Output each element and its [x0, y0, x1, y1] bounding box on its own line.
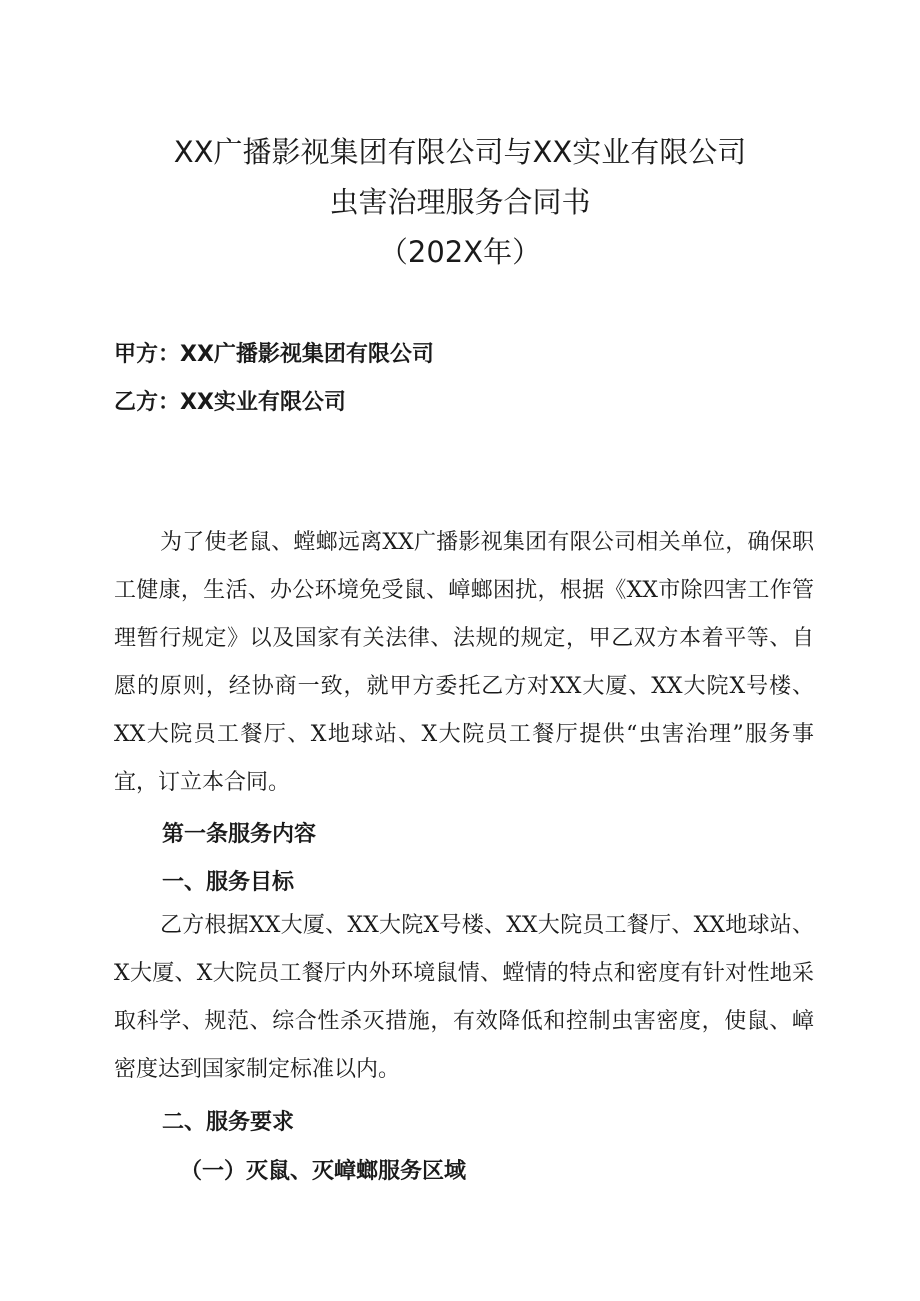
document-title-line1: XX广播影视集团有限公司与XX实业有限公司	[173, 135, 747, 169]
party-b: 乙方：XX实业有限公司	[114, 390, 346, 415]
article1-heading: 第一条服务内容	[162, 822, 317, 847]
document-title-line2: 虫害治理服务合同书	[329, 185, 591, 219]
section2-heading: 二、服务要求	[162, 1110, 295, 1135]
section1-heading: 一、服务目标	[162, 870, 295, 895]
intro-paragraph: 为了使老鼠、螳螂远离XX广播影视集团有限公司相关单位，确保职工健康，生活、办公环境免受鼠、嶂螂困扰，根据《XX市除四害工作管理暂行规定》以及国家有关法律、法规的规定，甲乙双方本着平等、自愿的原则，经协商一致，就甲方委托乙方对XX大厦、XX大院X号楼、XX大院员工餐厅、X地球站、X大院员工餐厅提供“虫害治理”服务事宜，订立本合同。	[114, 530, 814, 795]
party-a: 甲方：XX广播影视集团有限公司	[114, 342, 434, 367]
section1-paragraph: 乙方根据XX大厦、XX大院X号楼、XX大院员工餐厅、XX地球站、X大厦、X大院员工餐厅内外环境鼠情、螳情的特点和密度有针对性地采取科学、规范、综合性杀灭措施，有效降低和控制虫害密度，使鼠、嶂密度达到国家制定标准以内。	[114, 913, 814, 1082]
document-title-year: （202X年）	[378, 235, 542, 269]
subsection1-heading: （一）灭鼠、灭嶂螂服务区域	[180, 1159, 467, 1184]
